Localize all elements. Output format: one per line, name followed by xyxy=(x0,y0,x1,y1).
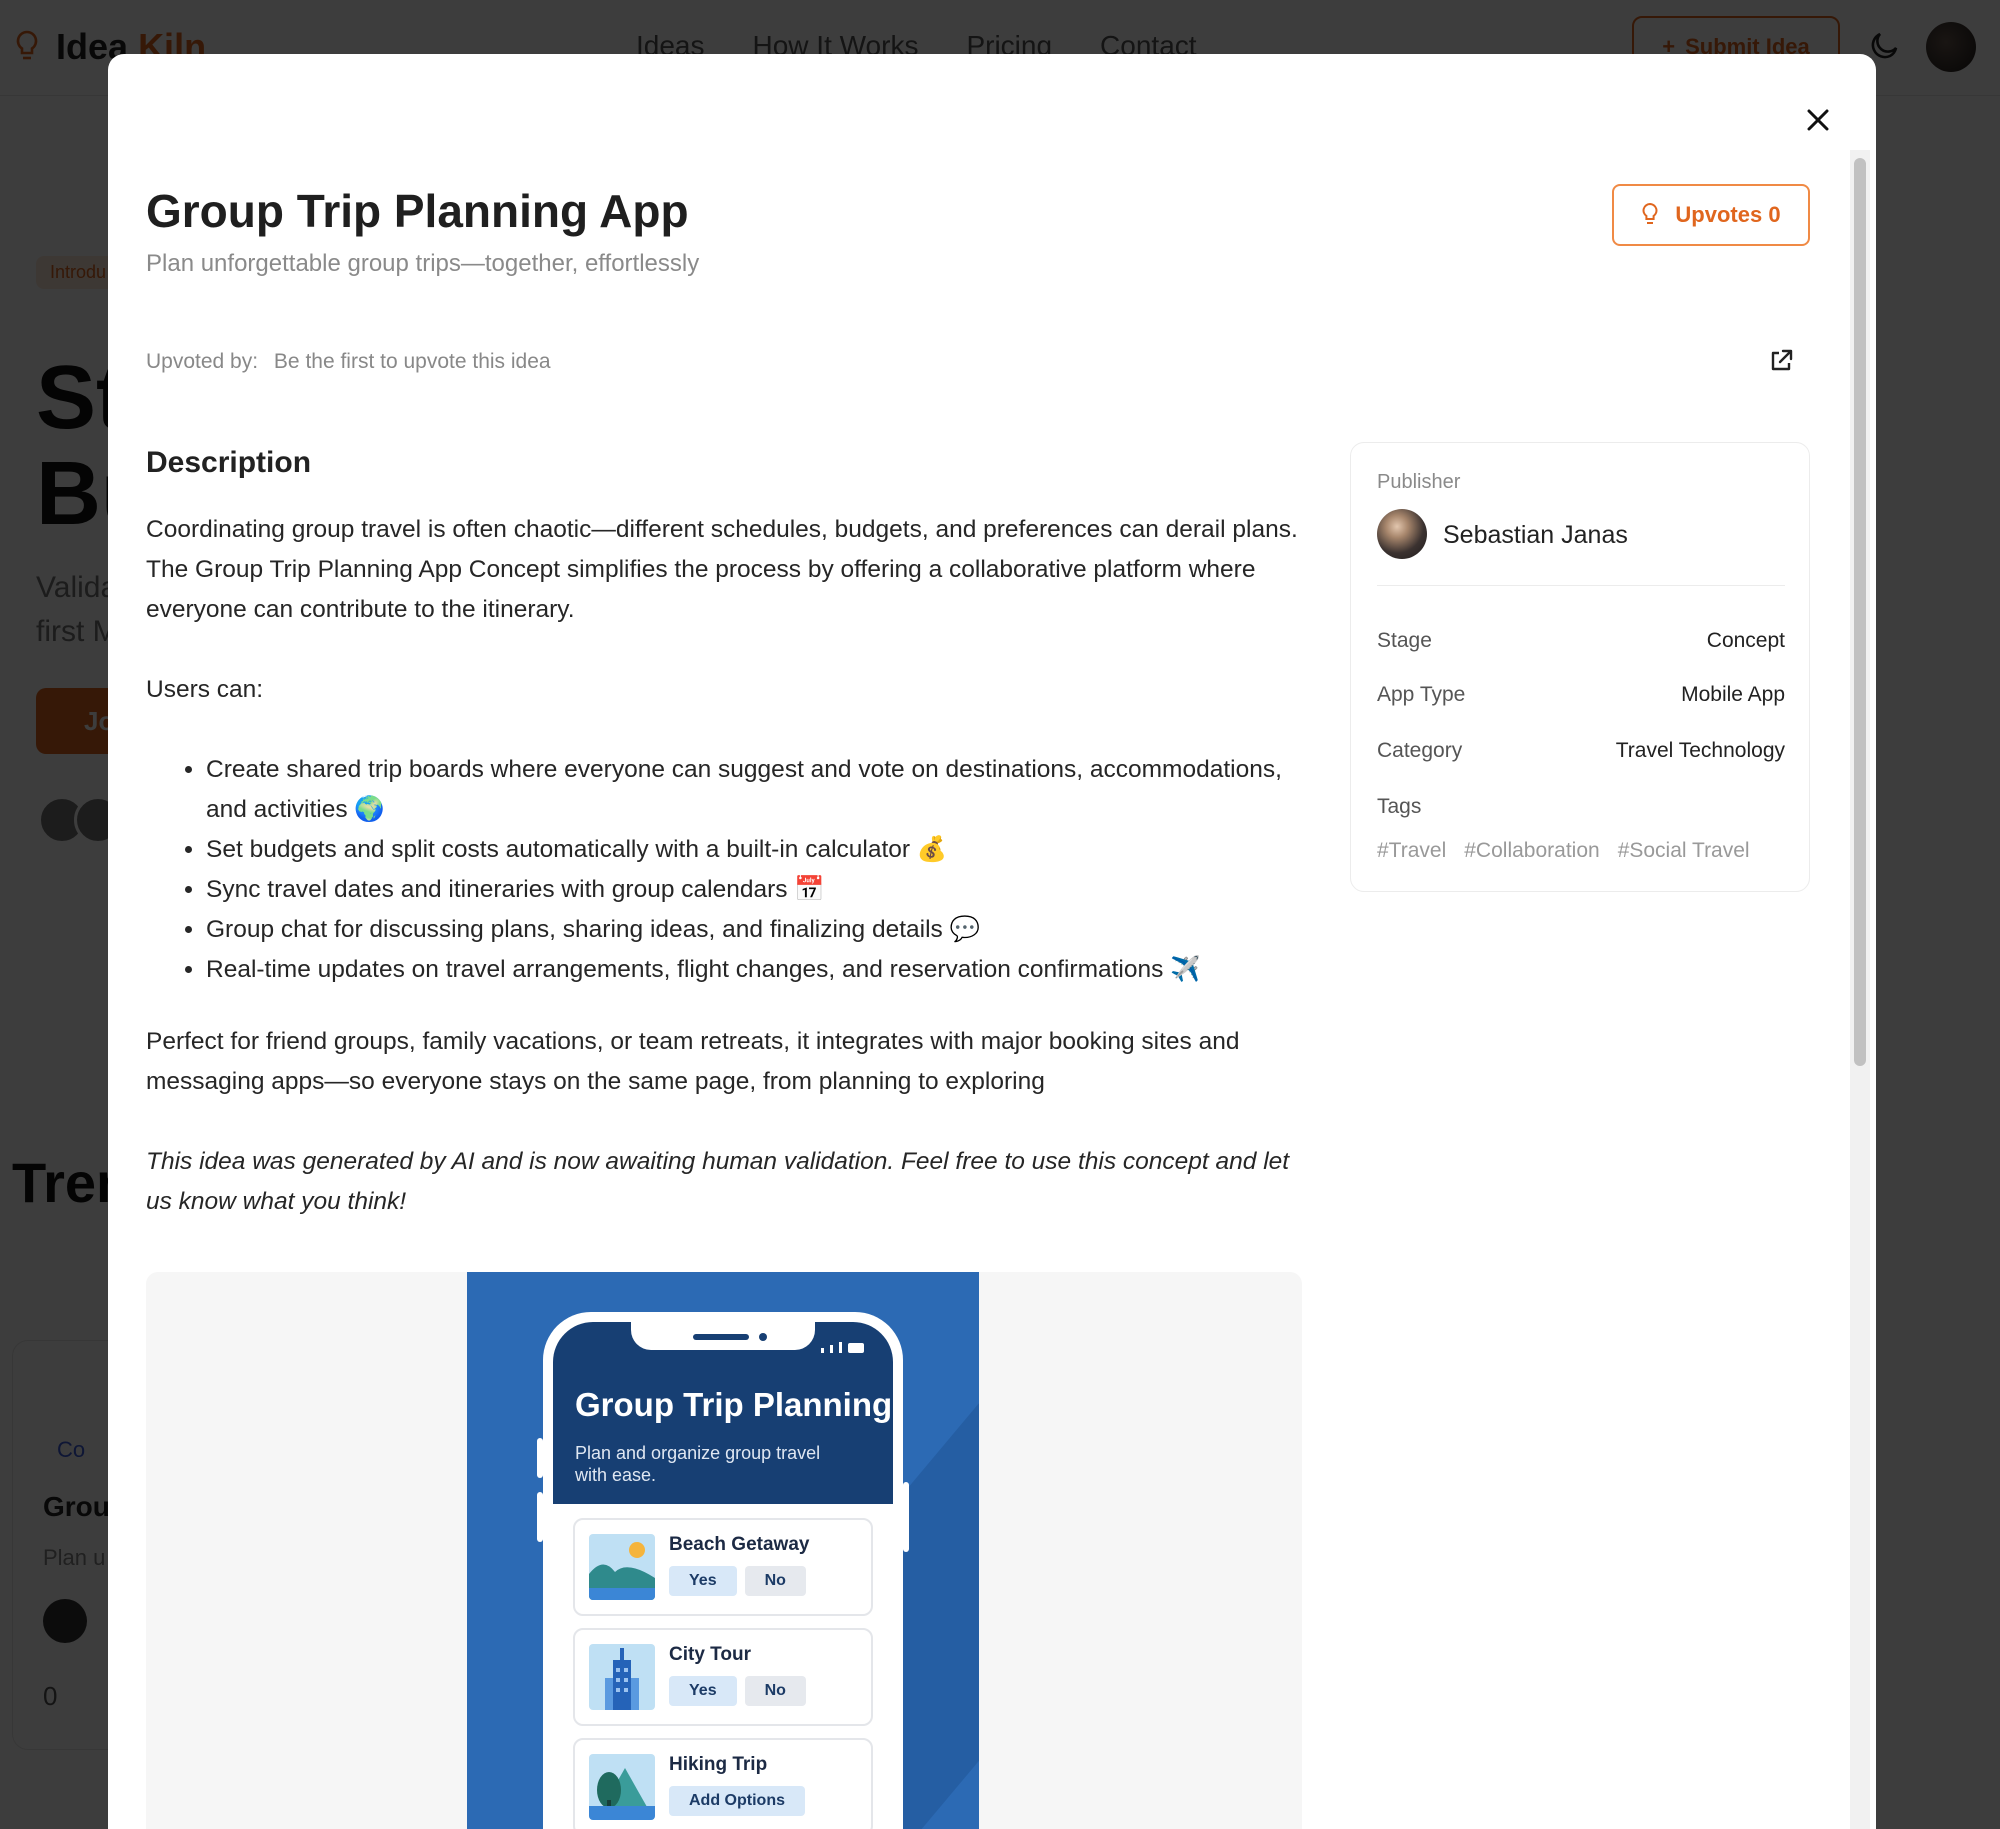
close-icon xyxy=(1806,108,1830,132)
trip-name: Beach Getaway xyxy=(669,1534,810,1555)
divider xyxy=(1377,585,1785,586)
vote-no-button: No xyxy=(745,1566,806,1596)
list-item: • Set budgets and split costs automatically with a built-in calculator 💰 xyxy=(206,830,1306,870)
phone-side-button xyxy=(537,1492,543,1542)
description-body xyxy=(146,510,1306,1222)
description-closing: Perfect for friend groups, family vacations, or team retreats, it integrates with major booking sites and messaging apps—so everyone stays on the same page, from planning to exploring xyxy=(146,1028,1240,1095)
tags-label: Tags xyxy=(1377,795,1422,818)
tag[interactable]: #Collaboration xyxy=(1464,839,1600,862)
mountain-icon xyxy=(589,1754,655,1820)
upvoted-by xyxy=(146,350,551,374)
ai-note: This idea was generated by AI and is now awaiting human validation. Feel free to use this concept and let us know what you think! xyxy=(146,1148,1290,1215)
publisher-label: Publisher xyxy=(1377,471,1461,493)
screen-title: Group Trip Planning xyxy=(575,1386,893,1423)
lightbulb-icon xyxy=(1641,202,1659,228)
app-type-value: Mobile App xyxy=(1681,683,1785,706)
category-row xyxy=(1377,739,1785,763)
phone-notch xyxy=(631,1322,815,1350)
add-options-button: Add Options xyxy=(669,1786,805,1816)
status-icons xyxy=(821,1342,864,1353)
trip-options xyxy=(669,1676,806,1706)
trip-card-city xyxy=(573,1628,873,1726)
trip-options xyxy=(669,1566,806,1596)
description-intro: Coordinating group travel is often chaotic—different schedules, budgets, and preferences can derail plans. The Group Trip Planning App Concept simplifies the process by offering a collaborative platform where everyone can contribute to the itinerary. xyxy=(146,516,1298,623)
preview-poster xyxy=(467,1272,979,1829)
trip-name: City Tour xyxy=(669,1644,751,1665)
share-button[interactable] xyxy=(1768,348,1798,378)
stage-value: Concept xyxy=(1706,629,1785,652)
screen-subtitle: Plan and organize group travel with ease. xyxy=(575,1443,821,1485)
users-can-label: Users can: xyxy=(146,676,264,703)
app-type-label: App Type xyxy=(1377,683,1466,706)
upvote-button[interactable] xyxy=(1612,184,1810,246)
publisher-name[interactable]: Sebastian Janas xyxy=(1443,521,1628,549)
trip-card-hiking xyxy=(573,1738,873,1829)
idea-details-panel xyxy=(1350,442,1810,892)
vote-no-button: No xyxy=(745,1676,806,1706)
upvoted-by-value: Be the first to upvote this idea xyxy=(273,350,551,373)
idea-detail-modal xyxy=(108,54,1876,1829)
beach-icon xyxy=(589,1534,655,1600)
description-heading: Description xyxy=(146,446,312,479)
tag-list xyxy=(1377,839,1750,863)
list-item: • Create shared trip boards where everyone can suggest and vote on destinations, accommodations, and activities 🌍 xyxy=(206,750,1306,830)
vote-yes-button: Yes xyxy=(669,1566,737,1596)
phone-side-button xyxy=(537,1438,543,1478)
idea-title: Group Trip Planning App xyxy=(146,185,689,237)
app-type-row xyxy=(1377,683,1785,707)
trip-card-beach xyxy=(573,1518,873,1616)
close-button[interactable] xyxy=(1798,100,1838,140)
phone-screen xyxy=(553,1322,893,1829)
trip-options xyxy=(669,1786,805,1816)
screen-header xyxy=(553,1322,893,1504)
upvoted-by-label: Upvoted by: xyxy=(146,350,259,373)
modal-scrollbar[interactable] xyxy=(1850,150,1870,1829)
trip-name: Hiking Trip xyxy=(669,1754,768,1775)
external-link-icon xyxy=(1768,348,1794,374)
list-item: • Sync travel dates and itineraries with group calendars 📅 xyxy=(206,870,1306,910)
upvote-label: Upvotes 0 xyxy=(1675,202,1781,227)
idea-subtitle: Plan unforgettable group trips—together, effortlessly xyxy=(146,250,700,277)
vote-yes-button: Yes xyxy=(669,1676,737,1706)
category-value: Travel Technology xyxy=(1615,739,1785,762)
feature-list xyxy=(206,710,1306,990)
idea-preview-image xyxy=(146,1272,1302,1829)
phone-side-button xyxy=(903,1482,909,1552)
tag[interactable]: #Social Travel xyxy=(1617,839,1750,862)
city-icon xyxy=(589,1644,655,1710)
category-label: Category xyxy=(1377,739,1463,762)
list-item: • Group chat for discussing plans, sharing ideas, and finalizing details 💬 xyxy=(206,910,1306,950)
stage-row xyxy=(1377,629,1785,653)
stage-label: Stage xyxy=(1377,629,1432,652)
avatar[interactable] xyxy=(1377,509,1427,559)
tag[interactable]: #Travel xyxy=(1377,839,1447,862)
scrollbar-thumb[interactable] xyxy=(1854,158,1866,1066)
phone-mockup xyxy=(543,1312,903,1829)
list-item: • Real-time updates on travel arrangements, flight changes, and reservation confirmations ✈️ xyxy=(206,950,1306,990)
